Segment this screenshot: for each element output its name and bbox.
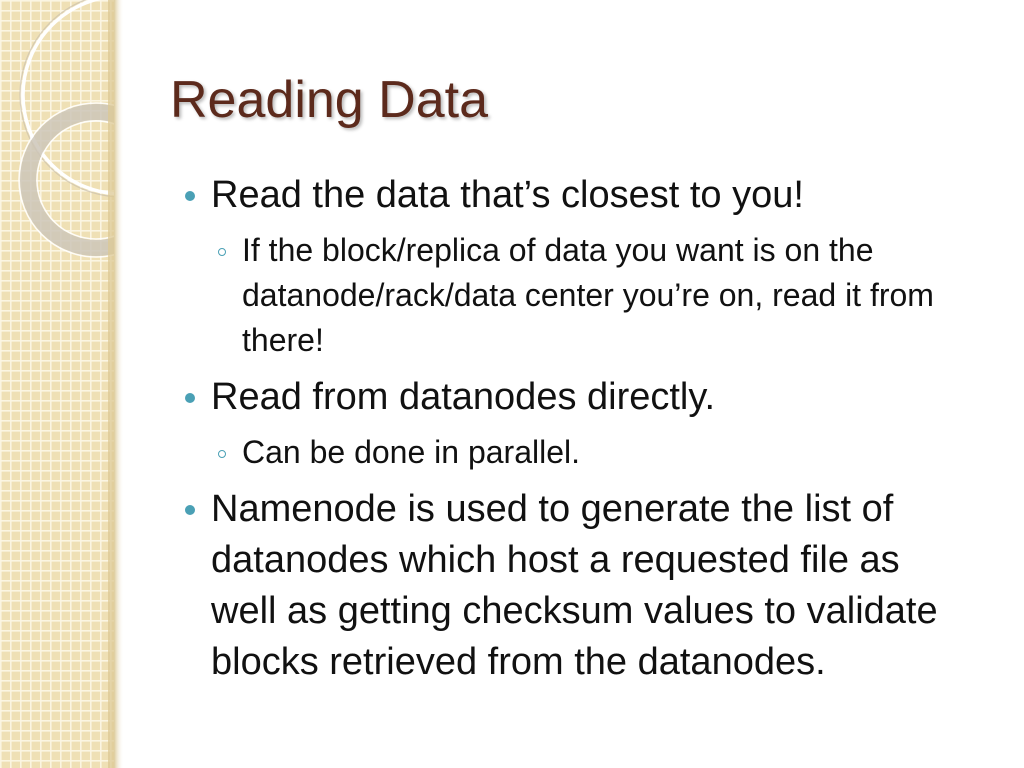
- sidebar-edge-line: [108, 0, 114, 768]
- sub-bullet-text: Can be done in parallel.: [242, 434, 581, 470]
- bullet-text: Read the data that’s closest to you!: [211, 174, 804, 216]
- bullet-text: Namenode is used to generate the list of datanodes which host a requested file as well as getting checksum values to validate blocks retrieved from the datanodes.: [211, 488, 938, 683]
- bullet-item: [211, 372, 953, 423]
- hollow-circle-bullet-icon: [218, 248, 226, 256]
- filled-circle-bullet-icon: [185, 191, 195, 201]
- bullet-text: Read from datanodes directly.: [211, 376, 716, 418]
- sub-bullet-item: [242, 228, 954, 363]
- sub-bullet-item: [242, 430, 954, 475]
- bullet-item: [211, 484, 953, 688]
- hollow-circle-bullet-icon: [218, 450, 226, 458]
- filled-circle-bullet-icon: [185, 393, 195, 403]
- bullet-item: [211, 170, 953, 221]
- sidebar-edge-shadow: [114, 0, 124, 768]
- sub-bullet-text: If the block/replica of data you want is on the datanode/rack/data center you’re on, read it from there!: [242, 232, 934, 358]
- filled-circle-bullet-icon: [185, 505, 195, 515]
- slide-title: Reading Data: [170, 71, 488, 129]
- decorative-sidebar: [0, 0, 124, 768]
